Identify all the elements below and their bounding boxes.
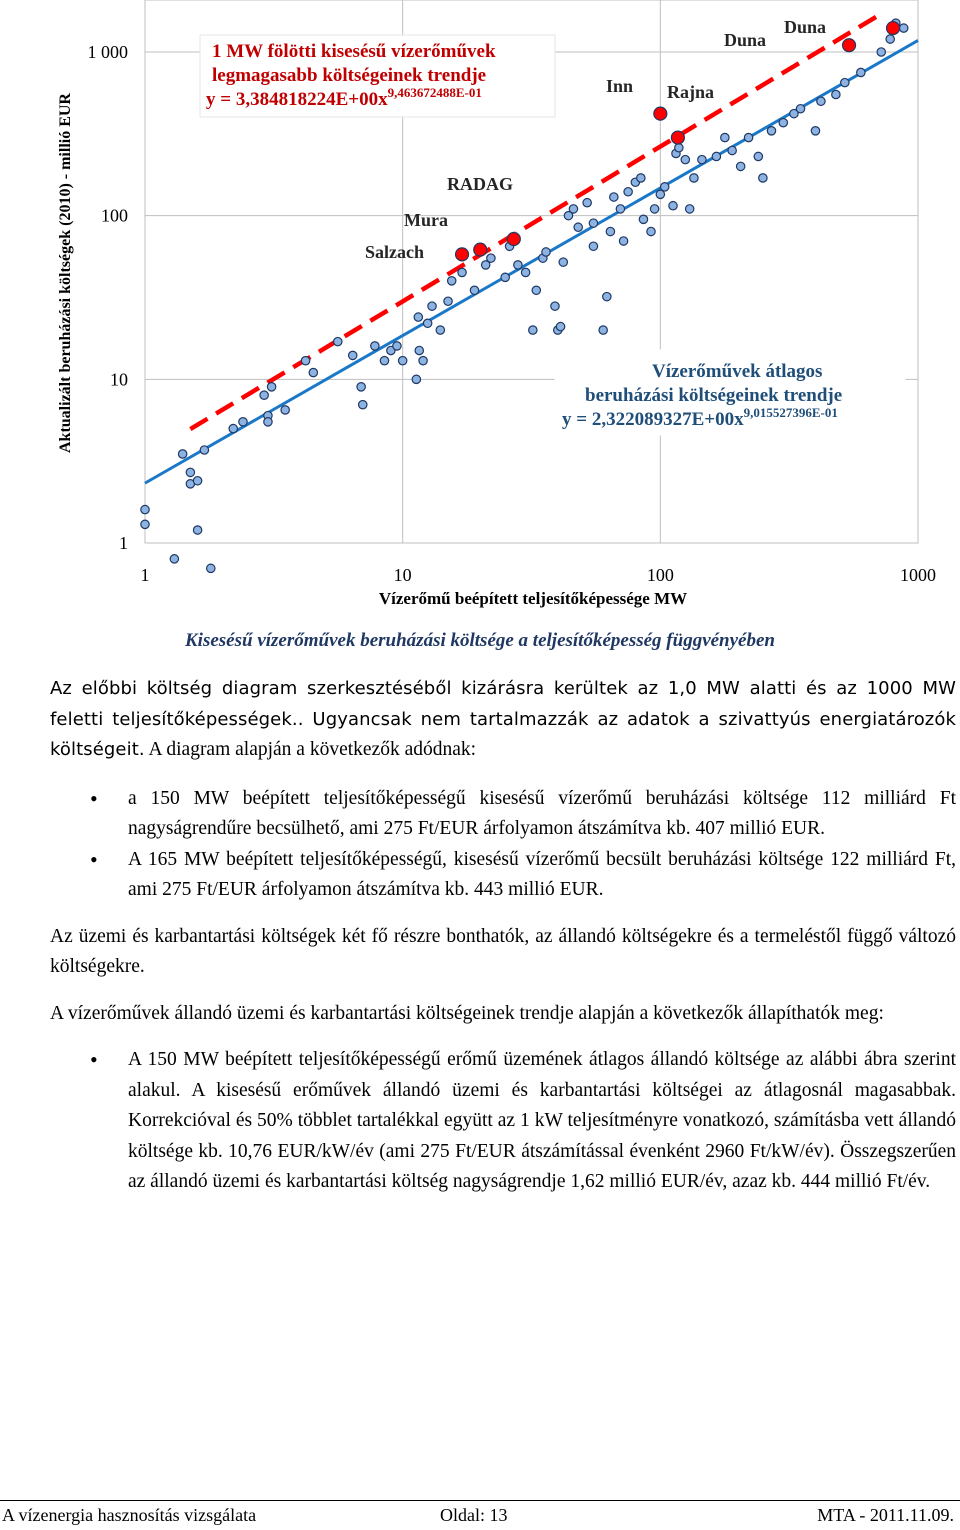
data-point: [624, 188, 632, 196]
data-point: [260, 391, 268, 399]
data-point: [267, 383, 275, 391]
data-point: [832, 90, 840, 98]
data-point: [229, 424, 237, 432]
data-point: [661, 183, 669, 191]
bullet-dot: •: [90, 1047, 98, 1072]
bullet-dot: •: [90, 846, 98, 872]
data-point: [721, 133, 729, 141]
data-point: [423, 319, 431, 327]
bullet-dot: •: [90, 785, 98, 811]
data-point: [414, 313, 422, 321]
data-point: [532, 286, 540, 294]
data-point: [357, 383, 365, 391]
data-point: [559, 258, 567, 266]
data-point: [412, 375, 420, 383]
data-point: [811, 127, 819, 135]
data-point: [141, 520, 149, 528]
data-point: [647, 227, 655, 235]
x-tick-label: 10: [393, 565, 412, 585]
data-point: [616, 205, 624, 213]
named-plant-point: [887, 22, 900, 35]
x-tick-label: 1: [140, 565, 150, 585]
data-point: [767, 127, 775, 135]
data-point: [796, 105, 804, 113]
data-point: [193, 526, 201, 534]
data-point: [170, 555, 178, 563]
data-point: [239, 418, 247, 426]
data-point: [639, 215, 647, 223]
data-point: [436, 326, 444, 334]
data-point: [698, 155, 706, 163]
data-point: [349, 351, 357, 359]
paragraph-om-costs: Az üzemi és karbantartási költségek két fő részre bonthatók, az állandó költségekre és a termeléstől függő változó költségekre.: [50, 925, 956, 977]
y-tick-label: 100: [101, 205, 128, 226]
data-point: [398, 356, 406, 364]
data-point: [542, 248, 550, 256]
data-point: [569, 205, 577, 213]
data-point: [759, 174, 767, 182]
bullet-list-investment: [50, 784, 956, 906]
bullet-list-fixed-costs: [50, 1045, 956, 1198]
data-point: [899, 24, 907, 32]
data-point: [857, 68, 865, 76]
avg-trend-annotation-line: Vízerőművek átlagos: [652, 361, 823, 382]
data-point: [141, 505, 149, 513]
data-point: [309, 368, 317, 376]
data-point: [393, 342, 401, 350]
data-point: [583, 199, 591, 207]
named-plant-point: [456, 248, 469, 261]
named-plant-point: [507, 233, 520, 246]
figure-caption: Kisesésű vízerőművek beruházási költsége a teljesítőképesség függvényében: [185, 630, 775, 651]
x-tick-label: 100: [646, 565, 674, 585]
data-point: [521, 268, 529, 276]
data-point: [186, 468, 194, 476]
list-item: • A 150 MW beépített teljesítőképességű erőmű üzemének átlagos állandó költsége az alábbi ábra szerint alakul. A kisesésű erőművek állandó üzemi és karbantartási költségei az átlagosnál magasabbak. Korrekcióval és 50% többlet tartalékkal együtt az 1 kW teljesítményre vonatkozó, számításba vett állandó költsége kb. 10,76 EUR/kW/év (ami 275 Ft/EUR átszámítással évenként 2960 Ft/kW/év). Összegszerűen az állandó üzemi és karbantartási költség nagyságrendje 1,62 millió EUR/év, azaz kb. 444 millió Ft/év.: [90, 1047, 956, 1192]
data-point: [574, 223, 582, 231]
paragraph-exclusions: Az előbbi költség diagram szerkesztéséből kizárásra kerültek az 1,0 MW alatti és az 1000 MW feletti teljesítőképességek.. Ugyancsak nem tartalmazzák az adatok a szivattyús energiatározók költségeit. A diagram alapján a következők adódnak:: [50, 678, 956, 760]
data-point: [200, 446, 208, 454]
data-point: [415, 346, 423, 354]
data-point: [529, 326, 537, 334]
data-point: [650, 205, 658, 213]
footer-page-number: Oldal: 13: [440, 1505, 508, 1525]
plant-label: Duna: [724, 30, 767, 50]
x-tick-label: 1000: [900, 565, 936, 585]
paragraph-fixed-costs: A vízerőművek állandó üzemi és karbantartási költségeinek trendje alapján a következők állapíthatók meg:: [50, 1002, 884, 1024]
data-point: [599, 326, 607, 334]
data-point: [207, 564, 215, 572]
footer-date: MTA - 2011.11.09.: [817, 1505, 954, 1525]
data-point: [779, 118, 787, 126]
data-point: [428, 302, 436, 310]
plant-label: Salzach: [365, 242, 425, 262]
y-tick-label: 1 000: [87, 42, 128, 62]
data-point: [371, 342, 379, 350]
data-point: [264, 418, 272, 426]
data-point: [669, 202, 677, 210]
data-point: [501, 273, 509, 281]
named-plant-point: [671, 131, 684, 144]
y-tick-label: 1: [119, 533, 128, 553]
cost-scatter-chart: [0, 0, 960, 615]
data-point: [610, 193, 618, 201]
data-point: [419, 356, 427, 364]
data-point: [619, 237, 627, 245]
plant-label: Rajna: [667, 82, 715, 102]
data-point: [514, 261, 522, 269]
list-item: • a 150 MW beépített teljesítőképességű kisesésű vízerőmű beruházási költsége 112 milliárd Ft nagyságrendűre becsülhető, ami 275 Ft/EUR árfolyamon átszámítva kb. 407 millió EUR.: [90, 785, 956, 839]
data-point: [603, 292, 611, 300]
named-plant-point: [843, 39, 856, 52]
max-trend-annotation-line: legmagasabb költségeinek trendje: [212, 65, 487, 86]
data-point: [178, 450, 186, 458]
data-point: [690, 174, 698, 182]
data-point: [458, 268, 466, 276]
data-point: [637, 174, 645, 182]
footer-title: A vízenergia hasznosítás vizsgálata: [2, 1505, 257, 1525]
y-tick-label: 10: [110, 369, 128, 390]
data-point: [281, 406, 289, 414]
data-point: [359, 400, 367, 408]
plant-label: Inn: [606, 76, 634, 96]
data-point: [841, 78, 849, 86]
data-point: [754, 152, 762, 160]
data-point: [448, 277, 456, 285]
data-point: [444, 297, 452, 305]
data-point: [556, 322, 564, 330]
data-point: [487, 254, 495, 262]
data-point: [606, 227, 614, 235]
data-point: [817, 97, 825, 105]
avg-trend-annotation-line: beruházási költségeinek trendje: [585, 385, 843, 406]
avg-trend-annotation-line: $y = 2,322089327E+00x^{9,015527396E-01}$: [562, 405, 838, 430]
data-point: [334, 337, 342, 345]
named-plant-point: [654, 107, 667, 120]
data-point: [736, 162, 744, 170]
max-trend-annotation-line: $y = 3,384818224E+00x^{9,463672488E-01}$: [206, 85, 482, 110]
data-point: [551, 302, 559, 310]
data-point: [301, 356, 309, 364]
named-plant-point: [474, 243, 487, 256]
page-footer: [0, 1500, 960, 1530]
plant-label: Duna: [784, 17, 827, 37]
data-point: [886, 35, 894, 43]
data-point: [681, 155, 689, 163]
data-point: [685, 205, 693, 213]
max-trend-annotation-line: 1 MW fölötti kisesésű vízerőművek: [212, 41, 496, 62]
data-point: [589, 242, 597, 250]
data-point: [744, 133, 752, 141]
data-point: [728, 146, 736, 154]
data-point: [193, 477, 201, 485]
plant-label: RADAG: [447, 174, 513, 194]
data-point: [675, 144, 683, 152]
data-point: [712, 152, 720, 160]
x-axis-title: Vízerőmű beépített teljesítőképessége MW: [378, 589, 688, 608]
data-point: [877, 48, 885, 56]
list-item: • A 165 MW beépített teljesítőképességű, kisesésű vízerőmű becsült beruházási költsége 122 milliárd Ft, ami 275 Ft/EUR árfolyamon átszámítva kb. 443 millió EUR.: [90, 846, 956, 900]
y-axis-title: Aktualizált beruházási költségek (2010) - millió EUR: [57, 93, 74, 453]
plant-label: Mura: [404, 210, 448, 230]
data-point: [470, 286, 478, 294]
data-point: [589, 219, 597, 227]
body-text: [50, 674, 956, 1198]
data-point: [380, 356, 388, 364]
